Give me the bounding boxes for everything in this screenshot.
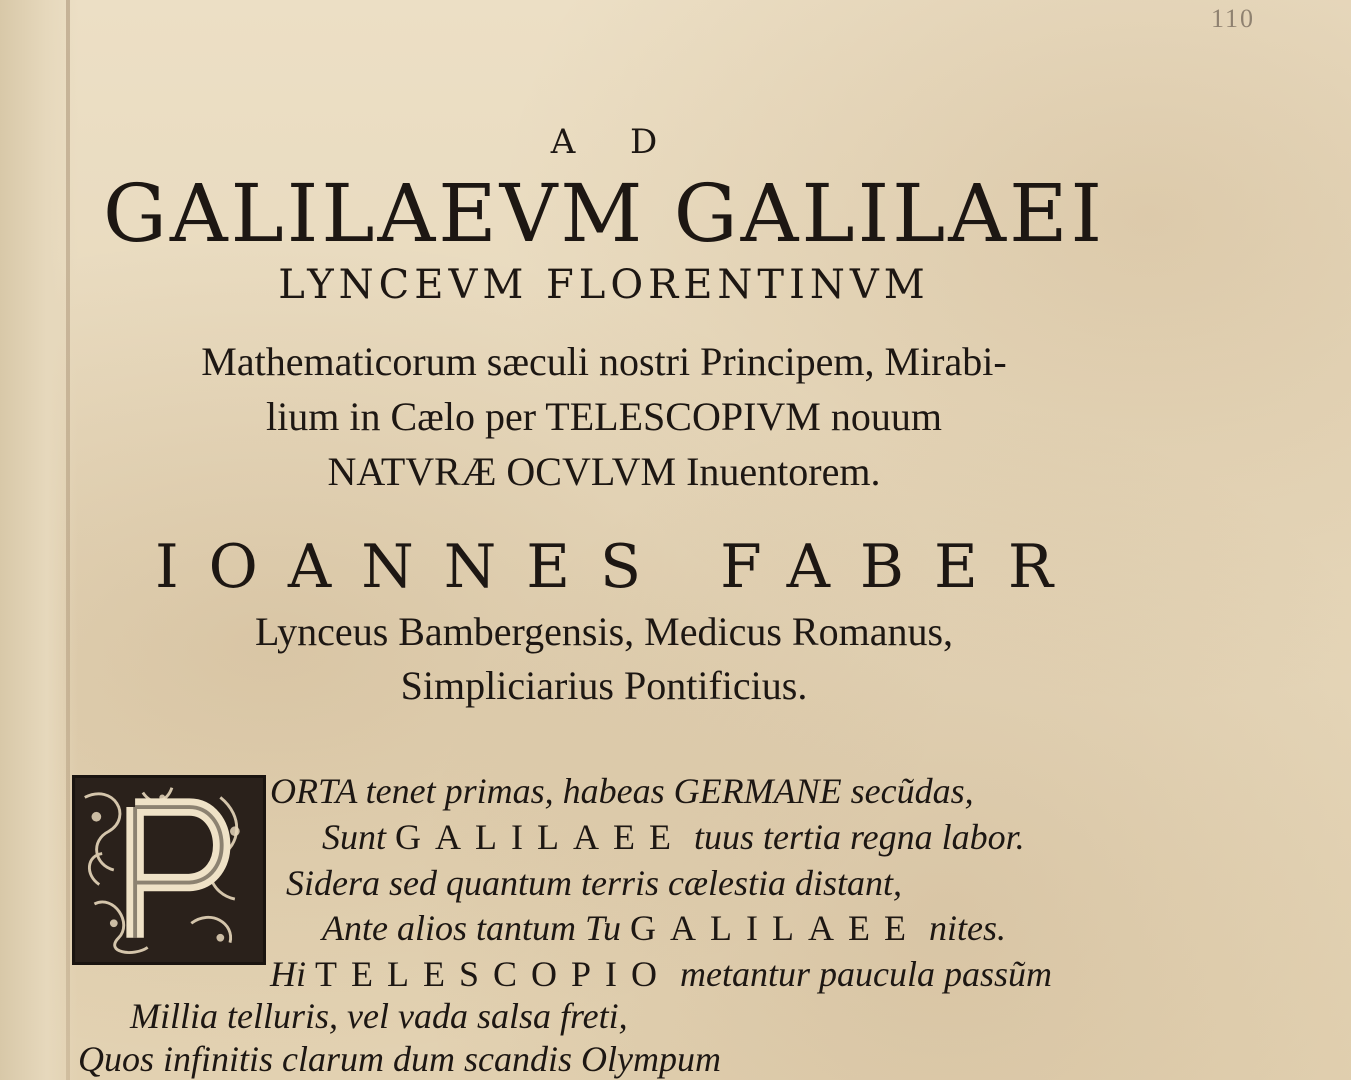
verse-line-4-start: Ante alios tantum Tu [322,908,631,948]
binding-fold [66,0,70,1080]
decorated-initial-p-icon [75,778,263,962]
corner-page-mark: 110 [1210,4,1255,33]
verse-line-2-start: Sunt [322,817,396,857]
description-line-1: Mathematicorum sæculi nostri Principem, Mirabi- [201,339,1007,384]
verse-line-4-name: GALILAEE [630,908,920,948]
author-title-line-1: Lynceus Bambergensis, Medicus Romanus, [254,609,954,654]
verse-line-2-end: tuus tertia regna labor. [684,817,1025,857]
verse-line-2 [322,816,1025,858]
verse-line-4 [322,907,1006,949]
dedication-heading: A D [550,122,680,162]
verse-line-7: Quos infinitis clarum dum scandis Olympum [78,1039,721,1079]
verse-line-5 [270,953,1052,995]
author-name: IOANNES FABER [154,532,1083,602]
verse-line-4-end: nites. [919,908,1006,948]
verse-line-1 [270,770,974,812]
verse-line-5-name: TELESCOPIO [315,954,671,994]
description-line-2: lium in Cælo per TELESCOPIVM nouum [266,394,942,439]
verse-line-5-end: metantur paucula passũm [671,954,1052,994]
verse-line-1-text: ORTA tenet primas, habeas GERMANE secũdas, [270,771,974,811]
dedicatee-epithet: LYNCEVM FLORENTINVM [278,262,930,308]
verse-line-5-start: Hi [270,954,315,994]
decorated-initial-p-icon [72,775,266,965]
description-line-3: NATVRÆ OCVLVM Inuentorem. [327,449,881,494]
verse-line-3: Sidera sed quantum terris cælestia distant, [286,863,902,903]
author-title-line-2: Simpliciarius Pontificius. [400,663,808,708]
verse-line-2-name: GALILAEE [395,817,685,857]
verse-line-6: Millia telluris, vel vada salsa freti, [130,996,628,1036]
dedicatee-name: GALILAEVM GALILAEI [102,167,1106,260]
